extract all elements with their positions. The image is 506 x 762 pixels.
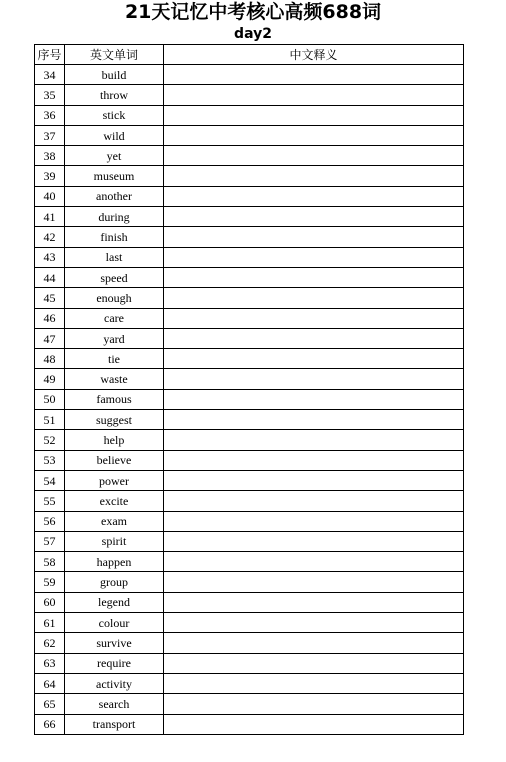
chinese-meaning-cell[interactable] (164, 653, 464, 673)
row-number: 52 (35, 430, 65, 450)
english-word: help (65, 430, 164, 450)
chinese-meaning-cell[interactable] (164, 308, 464, 328)
english-word: suggest (65, 410, 164, 430)
table-row (35, 186, 464, 206)
chinese-meaning-cell[interactable] (164, 85, 464, 105)
table-row (35, 531, 464, 551)
chinese-meaning-cell[interactable] (164, 531, 464, 551)
row-number: 48 (35, 349, 65, 369)
chinese-meaning-cell[interactable] (164, 105, 464, 125)
table-row (35, 633, 464, 653)
row-number: 63 (35, 653, 65, 673)
column-header-english-word: 英文单词 (65, 45, 164, 65)
chinese-meaning-cell[interactable] (164, 389, 464, 409)
english-word: build (65, 65, 164, 85)
english-word: yard (65, 328, 164, 348)
chinese-meaning-cell[interactable] (164, 166, 464, 186)
table-row (35, 694, 464, 714)
table-row (35, 572, 464, 592)
table-row (35, 653, 464, 673)
row-number: 47 (35, 328, 65, 348)
chinese-meaning-cell[interactable] (164, 511, 464, 531)
chinese-meaning-cell[interactable] (164, 450, 464, 470)
english-word: search (65, 694, 164, 714)
row-number: 44 (35, 267, 65, 287)
english-word: speed (65, 267, 164, 287)
english-word: group (65, 572, 164, 592)
row-number: 36 (35, 105, 65, 125)
row-number: 45 (35, 288, 65, 308)
table-row (35, 105, 464, 125)
row-number: 41 (35, 207, 65, 227)
chinese-meaning-cell[interactable] (164, 349, 464, 369)
row-number: 50 (35, 389, 65, 409)
chinese-meaning-cell[interactable] (164, 267, 464, 287)
english-word: exam (65, 511, 164, 531)
chinese-meaning-cell[interactable] (164, 714, 464, 734)
row-number: 66 (35, 714, 65, 734)
chinese-meaning-cell[interactable] (164, 247, 464, 267)
row-number: 35 (35, 85, 65, 105)
english-word: spirit (65, 531, 164, 551)
chinese-meaning-cell[interactable] (164, 227, 464, 247)
english-word: believe (65, 450, 164, 470)
row-number: 61 (35, 613, 65, 633)
table-row (35, 673, 464, 693)
table-row (35, 166, 464, 186)
row-number: 60 (35, 592, 65, 612)
vocabulary-table (34, 44, 464, 735)
english-word: during (65, 207, 164, 227)
table-row (35, 247, 464, 267)
table-body (35, 65, 464, 735)
chinese-meaning-cell[interactable] (164, 65, 464, 85)
row-number: 42 (35, 227, 65, 247)
english-word: transport (65, 714, 164, 734)
chinese-meaning-cell[interactable] (164, 470, 464, 490)
english-word: excite (65, 491, 164, 511)
english-word: legend (65, 592, 164, 612)
table-row (35, 430, 464, 450)
table-row (35, 349, 464, 369)
english-word: stick (65, 105, 164, 125)
chinese-meaning-cell[interactable] (164, 673, 464, 693)
column-header-number: 序号 (35, 45, 65, 65)
table-row (35, 328, 464, 348)
english-word: another (65, 186, 164, 206)
row-number: 56 (35, 511, 65, 531)
table-row (35, 592, 464, 612)
row-number: 64 (35, 673, 65, 693)
table-row (35, 207, 464, 227)
chinese-meaning-cell[interactable] (164, 328, 464, 348)
row-number: 51 (35, 410, 65, 430)
english-word: colour (65, 613, 164, 633)
row-number: 53 (35, 450, 65, 470)
table-row (35, 65, 464, 85)
chinese-meaning-cell[interactable] (164, 146, 464, 166)
table-row (35, 613, 464, 633)
table-header (35, 45, 464, 65)
english-word: last (65, 247, 164, 267)
english-word: happen (65, 552, 164, 572)
chinese-meaning-cell[interactable] (164, 288, 464, 308)
chinese-meaning-cell[interactable] (164, 633, 464, 653)
english-word: wild (65, 125, 164, 145)
english-word: survive (65, 633, 164, 653)
english-word: activity (65, 673, 164, 693)
table-row (35, 125, 464, 145)
row-number: 38 (35, 146, 65, 166)
chinese-meaning-cell[interactable] (164, 125, 464, 145)
chinese-meaning-cell[interactable] (164, 552, 464, 572)
english-word: power (65, 470, 164, 490)
english-word: waste (65, 369, 164, 389)
table-row (35, 450, 464, 470)
page-subtitle: day2 (234, 26, 272, 42)
row-number: 54 (35, 470, 65, 490)
row-number: 37 (35, 125, 65, 145)
chinese-meaning-cell[interactable] (164, 410, 464, 430)
table-row (35, 470, 464, 490)
row-number: 59 (35, 572, 65, 592)
chinese-meaning-cell[interactable] (164, 491, 464, 511)
table-row (35, 227, 464, 247)
table-row (35, 308, 464, 328)
english-word: enough (65, 288, 164, 308)
chinese-meaning-cell[interactable] (164, 572, 464, 592)
row-number: 55 (35, 491, 65, 511)
table-row (35, 85, 464, 105)
chinese-meaning-cell[interactable] (164, 694, 464, 714)
row-number: 39 (35, 166, 65, 186)
english-word: care (65, 308, 164, 328)
table-row (35, 410, 464, 430)
chinese-meaning-cell[interactable] (164, 186, 464, 206)
english-word: tie (65, 349, 164, 369)
chinese-meaning-cell[interactable] (164, 613, 464, 633)
english-word: throw (65, 85, 164, 105)
table-row (35, 714, 464, 734)
table-row (35, 389, 464, 409)
table-row (35, 369, 464, 389)
english-word: famous (65, 389, 164, 409)
row-number: 57 (35, 531, 65, 551)
row-number: 62 (35, 633, 65, 653)
row-number: 49 (35, 369, 65, 389)
row-number: 65 (35, 694, 65, 714)
table-row (35, 552, 464, 572)
chinese-meaning-cell[interactable] (164, 207, 464, 227)
column-header-chinese-meaning: 中文释义 (164, 45, 464, 65)
english-word: museum (65, 166, 164, 186)
table-row (35, 491, 464, 511)
english-word: require (65, 653, 164, 673)
row-number: 46 (35, 308, 65, 328)
english-word: finish (65, 227, 164, 247)
table-row (35, 511, 464, 531)
chinese-meaning-cell[interactable] (164, 592, 464, 612)
chinese-meaning-cell[interactable] (164, 369, 464, 389)
table-row (35, 267, 464, 287)
table-row (35, 146, 464, 166)
row-number: 58 (35, 552, 65, 572)
english-word: yet (65, 146, 164, 166)
chinese-meaning-cell[interactable] (164, 430, 464, 450)
row-number: 43 (35, 247, 65, 267)
page-title: 21天记忆中考核心高频688词 (124, 1, 382, 23)
row-number: 40 (35, 186, 65, 206)
table-row (35, 288, 464, 308)
row-number: 34 (35, 65, 65, 85)
header-row (35, 45, 464, 65)
